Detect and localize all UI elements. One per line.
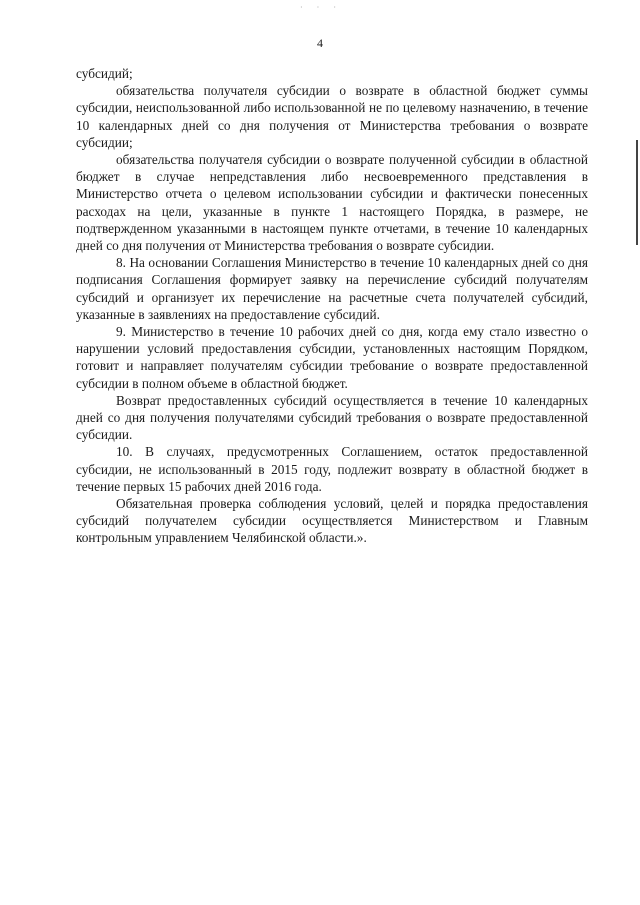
page-number: 4	[317, 36, 323, 50]
paragraph: 8. На основании Соглашения Министерство в течение 10 календарных дней со дня подписания Соглашения формирует заявку на перечисление субсидий получателям субсидий и организует их перечисление на расчетные счета получателей субсидий, указанные в заявлениях на предоставление субсидий.	[76, 255, 588, 322]
scan-artifact: · · ·	[300, 3, 342, 12]
paragraph: 10. В случаях, предусмотренных Соглашением, остаток предоставленной субсидии, не использованный в 2015 году, подлежит возврату в областной бюджет в течение первых 15 рабочих дней 2016 года.	[76, 444, 588, 494]
document-body	[76, 65, 588, 547]
paragraph: обязательства получателя субсидии о возврате полученной субсидии в областной бюджет в случае непредставления либо несвоевременного представления в Министерство отчета о целевом использовании субсидии и фактически понесенных расходах на цели, указанные в пункте 1 настоящего Порядка, в размере, не подтвержденном указанными в настоящем пункте отчетами, в течение 10 календарных дней со дня получения от Министерства требования о возврате субсидии.	[76, 152, 588, 254]
paragraph: 9. Министерство в течение 10 рабочих дней со дня, когда ему стало известно о нарушении условий предоставления субсидии, установленных настоящим Порядком, готовит и направляет получателям субсидии требование о возврате предоставленной субсидии в полном объеме в областной бюджет.	[76, 324, 588, 391]
paragraph: Возврат предоставленных субсидий осуществляется в течение 10 календарных дней со дня получения получателями субсидий требования о возврате предоставленной субсидии.	[76, 392, 588, 443]
paragraph: обязательства получателя субсидии о возврате в областной бюджет суммы субсидии, неиспользованной либо использованной не по целевому назначению, в течение 10 календарных дней со дня получения от Министерства требования о возврате субсидии;	[76, 83, 588, 150]
paragraph: Обязательная проверка соблюдения условий, целей и порядка предоставления субсидий получателем субсидии осуществляется Министерством и Главным контрольным управлением Челябинской области.».	[76, 496, 588, 546]
scan-edge-mark	[636, 140, 638, 245]
paragraph: субсидий;	[76, 66, 133, 81]
